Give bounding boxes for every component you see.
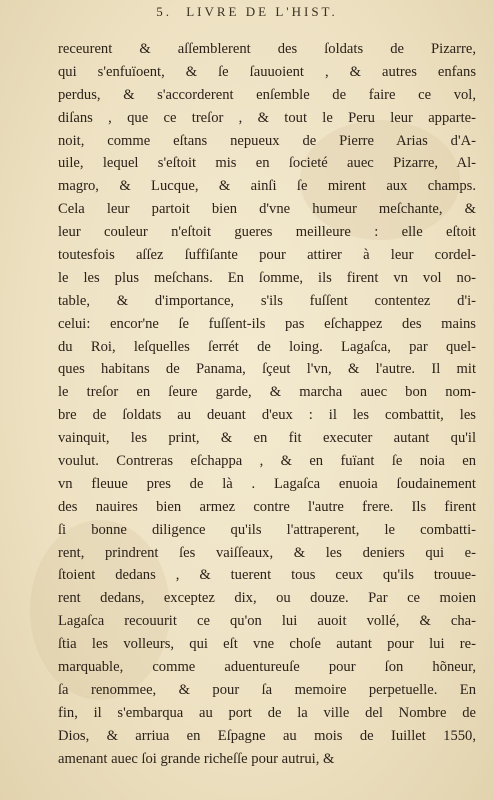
- body-text: [58, 38, 476, 771]
- running-title: LIVRE DE L'HIST.: [186, 4, 338, 19]
- text-line: noit, comme eſtans nepueux de Pierre Arias d'A-: [58, 132, 476, 149]
- text-line: rent, prindrent ſes vaiſſeaux, & les deniers qui e-: [58, 544, 476, 561]
- text-line: ſtia les volleurs, qui eſt vne choſe autant pour lui re-: [58, 636, 476, 653]
- text-line: du Roi, leſquelles ſerrét de loing. Lagaſca, par quel-: [58, 338, 476, 355]
- text-line: vn fleuue pres de là . Lagaſca enuoia ſoudainement: [58, 475, 476, 492]
- text-line: le les plus meſchans. En ſomme, ils firent vn vol no-: [58, 269, 476, 286]
- text-line: ſa renommee, & pour ſa memoire perpetuelle. En: [58, 681, 476, 698]
- text-line: ques habitans de Panama, ſçeut l'vn, & l'autre. Il mit: [58, 361, 476, 378]
- text-line: Dios, & arriua en Eſpagne au mois de Iuillet 1550,: [58, 727, 476, 744]
- text-line: vainquit, les print, & en fit executer autant qu'il: [58, 430, 476, 447]
- text-line: celui: encor'ne ſe fuſſent-ils pas eſchappez des mains: [58, 315, 476, 332]
- text-line: perdus, & s'accorderent enſemble de faire ce vol,: [58, 86, 476, 103]
- text-line: magro, & Lucque, & ainſi ſe mirent aux champs.: [58, 178, 476, 195]
- text-line: toutesfois aſſez ſuffiſante pour attirer à leur cordel-: [58, 247, 476, 264]
- running-header: [0, 4, 494, 20]
- text-line: Cela leur partoit bien d'vne humeur meſchante, &: [58, 201, 476, 218]
- text-line: fin, il s'embarqua au port de la ville del Nombre de: [58, 704, 476, 721]
- text-line: amenant auec ſoi grande richeſſe pour autrui, &: [58, 750, 335, 767]
- text-line: leur couleur n'eſtoit gueres meilleure : elle eſtoit: [58, 224, 476, 241]
- text-line: ſtoient dedans , & tuerent tous ceux qu'ils trouue-: [58, 567, 476, 584]
- text-line: uile, lequel s'eſtoit mis en ſocieté auec Pizarre, Al-: [58, 155, 476, 172]
- text-line: diſans , que ce treſor , & tout le Peru leur apparte-: [58, 109, 476, 126]
- text-line: marquable, comme aduentureuſe pour ſon hõneur,: [58, 659, 476, 676]
- page-number: 5.: [156, 4, 172, 19]
- text-line: table, & d'importance, s'ils fuſſent contentez d'i-: [58, 292, 476, 309]
- text-line: Lagaſca recouurit ce qu'on lui auoit vollé, & cha-: [58, 613, 476, 630]
- text-line: ſi bonne diligence qu'ils l'attraperent, le combatti-: [58, 521, 476, 538]
- text-line: voulut. Contreras eſchappa , & en fuïant ſe noia en: [58, 453, 476, 470]
- text-line: rent dedans, exceptez dix, ou douze. Par ce moien: [58, 590, 476, 607]
- text-line: qui s'enfuïoent, & ſe ſauuoient , & autres enfans: [58, 63, 476, 80]
- text-line: des nauires bien armez contre l'autre frere. Ils firent: [58, 498, 476, 515]
- text-line: le treſor en ſeure garde, & marcha auec bon nom-: [58, 384, 476, 401]
- text-line: bre de ſoldats au deuant d'eux : il les combattit, les: [58, 407, 476, 424]
- text-line: receurent & aſſemblerent des ſoldats de Pizarre,: [58, 41, 476, 57]
